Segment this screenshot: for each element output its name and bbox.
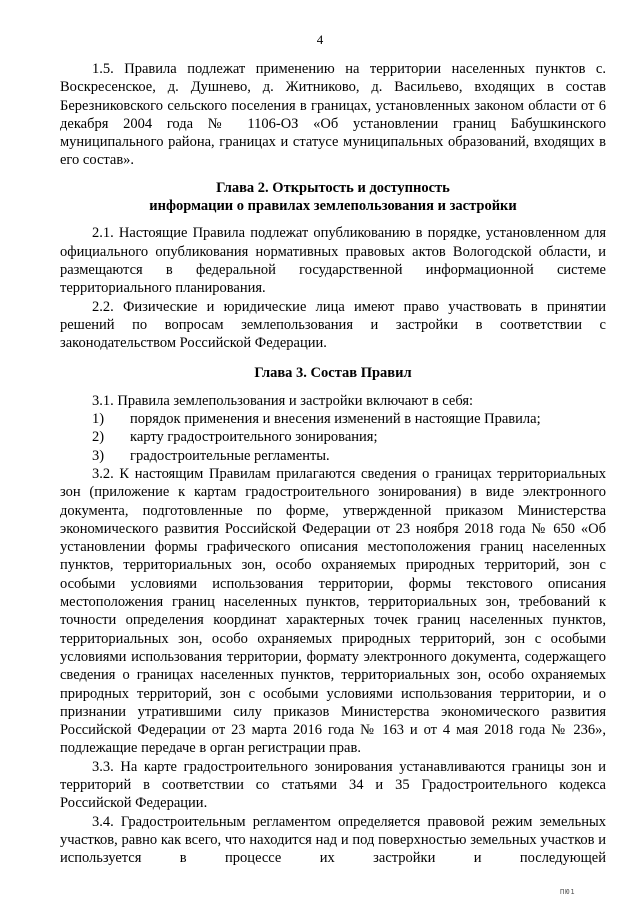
chapter-3-title: Глава 3. Состав Правил — [254, 365, 412, 382]
footer-mark: ПЮ1 — [560, 888, 576, 896]
section-3-3: 3.3. На карте градостроительного зонирования устанавливаются границы зон и территорий в соответствии со статьями 34 и 35 Градостроительного кодекса Российской Федерации. — [60, 758, 606, 812]
list-item-text: карту градостроительного зонирования; — [130, 429, 378, 446]
list-item-text: градостроительные регламенты. — [130, 447, 330, 464]
section-3-2: 3.2. К настоящим Правилам прилагаются сведения о границах территориальных зон (приложение к картам градостроительного зонирования) в виде электронного документа, подготовленные по форме, утвержденной приказом Министерства экономического развития Российской Федерации от 23 ноября 2018 года № 650 «Об установлении формы графического описания местоположения границ населенных пунктов, территориальных зон, особо охраняемых природных территорий, зон с особыми условиями использования территории, формы текстового описания местоположения границ населенных пунктов, территориальных зон, требований к точности определения координат характерных точек границ населенных пунктов, территориальных зон, особо охраняемых природных территорий, зон с особыми условиями использования территории, формату электронного документа, содержащего сведения о границах населенных пунктов, территориальных зон, особо охраняемых природных территорий, зон с особыми условиями использования территории, и о признании утратившими силу приказов Министерства экономического развития Российской Федерации от 23 марта 2016 года № 163 и от 4 мая 2018 года № 236», подлежащие передаче в орган регистрации прав. — [60, 465, 606, 757]
section-3-1: 3.1. Правила землепользования и застройки включают в себя: — [92, 392, 474, 409]
page-number: 4 — [316, 32, 324, 47]
section-2-2: 2.2. Физические и юридические лица имеют право участвовать в принятии решений по вопросам землепользования и застройки в соответствии с законодательством Российской Федерации. — [60, 298, 606, 352]
section-1-5: 1.5. Правила подлежат применению на территории населенных пунктов с. Воскресенское, д. Душнево, д. Житниково, д. Васильево, входящих в состав Березниковского сельского поселения в границах, установленных законом области от 6 декабря 2004 года № 1106-ОЗ «Об установлении границ Бабушкинского муниципального района, границах и статусе муниципальных образований, входящих в его состав». — [60, 61, 606, 169]
list-item — [60, 410, 606, 428]
list-item-number: 1) — [92, 411, 105, 428]
list-item — [60, 447, 606, 465]
section-2-1: 2.1. Настоящие Правила подлежат опубликованию в порядке, установленном для официального опубликования нормативных правовых актов Вологодской области, и размещаются в федеральной государственной информационной системе территориального планирования. — [60, 225, 606, 297]
chapter-2-title-line-2: информации о правилах землепользования и застройки — [149, 198, 517, 215]
list-item — [60, 428, 606, 446]
list-item-number: 3) — [92, 447, 105, 464]
list-item-text: порядок применения и внесения изменений в настоящие Правила; — [130, 411, 541, 428]
document-body — [60, 60, 606, 867]
section-3-4: 3.4. Градостроительным регламентом определяется правовой режим земельных участков, равно как всего, что находится над и под поверхностью земельных участков и используется в процессе их застройки и последующей — [60, 813, 606, 867]
list-item-number: 2) — [92, 429, 105, 446]
chapter-2-title-line-1: Глава 2. Открытость и доступность — [216, 179, 450, 196]
